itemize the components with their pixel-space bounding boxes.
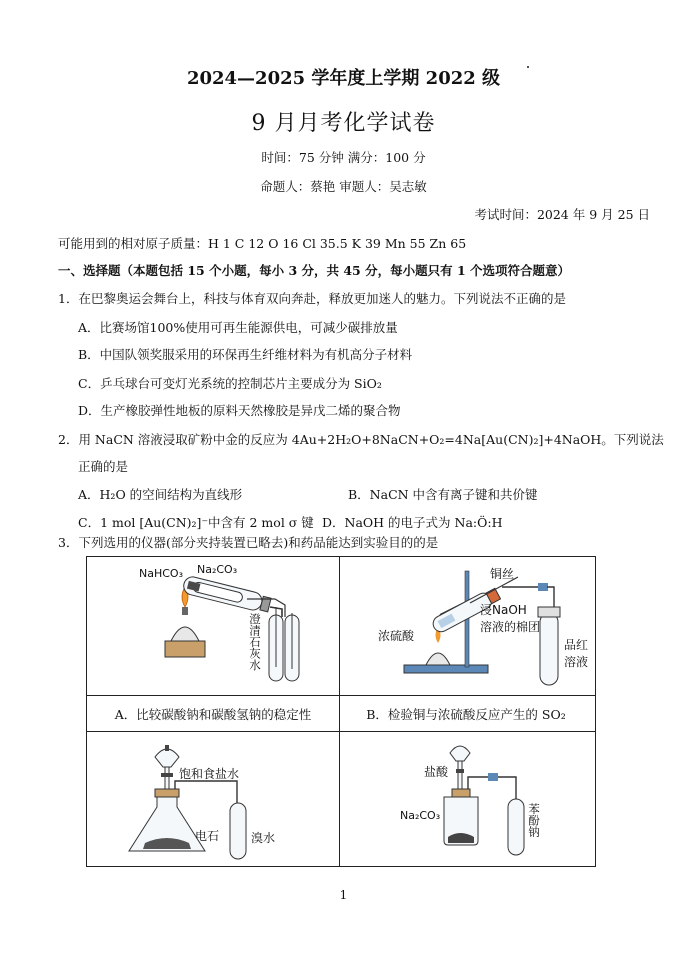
q3-stem: 3．下列选用的仪器(部分夹持装置已略去)和药品能达到实验目的的是 <box>58 535 439 550</box>
label-sodium-phenolate: 苯酚钠 <box>527 803 541 838</box>
label-bromine-water: 溴水 <box>251 831 276 845</box>
time-info: 时间：75 分钟 满分：100 分 <box>261 150 426 165</box>
label-nahco3: NaHCO₃ <box>139 567 183 580</box>
label-copper-wire: 铜丝 <box>490 567 515 581</box>
q1-option-a: A．比赛场馆100%使用可再生能源供电，可减少碳排放量 <box>78 320 398 335</box>
label-naoh-cotton-line-2: 溶液的棉团 <box>480 620 541 634</box>
caption-b: B．检验铜与浓硫酸反应产生的 SO₂ <box>366 707 566 722</box>
label-conc-sulfuric-acid: 浓硫酸 <box>378 629 415 643</box>
q1-stem: 1．在巴黎奥运会舞台上，科技与体育双向奔赴，释放更加迷人的魅力。下列说法不正确的是 <box>58 291 566 306</box>
title-line-2: 9 月月考化学试卷 <box>251 111 436 136</box>
q3-figure-table <box>86 556 596 867</box>
label-hydrochloric-acid: 盐酸 <box>424 765 449 779</box>
caption-a: A．比较碳酸钠和碳酸氢钠的稳定性 <box>114 707 312 722</box>
q2-option-d: D．NaOH 的电子式为 Na:Ö:H <box>322 515 503 530</box>
figure-b-apparatus <box>340 557 596 695</box>
label-calcium-carbide: 电石 <box>195 829 220 843</box>
q1-option-b: B．中国队领奖服采用的环保再生纤维材料为有机高分子材料 <box>78 347 413 362</box>
figure-a <box>87 557 339 695</box>
label-na2co3-d: Na₂CO₃ <box>400 809 441 822</box>
figure-a-apparatus <box>87 557 339 695</box>
figure-d-apparatus <box>340 733 596 867</box>
q2-option-c: C．1 mol [Au(CN)₂]⁻中含有 2 mol σ 键 <box>78 515 314 530</box>
figure-c <box>87 733 339 867</box>
q1-option-c: C．乒乓球台可变灯光系统的控制芯片主要成分为 SiO₂ <box>78 376 382 391</box>
q2-option-a: A．H₂O 的空间结构为直线形 <box>78 487 243 502</box>
title-line-1: 2024—2025 学年度上学期 2022 级 <box>186 68 501 89</box>
figure-c-apparatus <box>87 733 339 867</box>
authors: 命题人：蔡艳 审题人：吴志敏 <box>260 179 427 194</box>
atomic-masses: 可能用到的相对原子质量：H 1 C 12 O 16 Cl 35.5 K 39 Mn 55 Zn 65 <box>58 236 467 251</box>
q2-stem-line-2: 正确的是 <box>78 459 129 474</box>
label-magenta-solution: 品红溶液 <box>564 638 589 669</box>
label-limewater: 澄清石灰水 <box>248 613 262 671</box>
exam-date: 考试时间：2024 年 9 月 25 日 <box>474 207 650 222</box>
label-naoh-cotton-line-1: 浸NaOH <box>480 603 527 617</box>
figure-d <box>340 733 596 867</box>
section-1-title: 一、选择题（本题包括 15 个小题，每小 3 分，共 45 分，每小题只有 1 个选项符合题意） <box>58 263 571 278</box>
table-divider-1 <box>87 695 595 696</box>
q2-stem-line-1: 2．用 NaCN 溶液浸取矿粉中金的反应为 4Au+2H₂O+8NaCN+O₂=4Na[Au(CN)₂]+4NaOH。下列说法 <box>58 432 664 447</box>
page-number: 1 <box>339 888 348 902</box>
label-na2co3: Na₂CO₃ <box>197 563 238 576</box>
label-saturated-brine: 饱和食盐水 <box>179 767 240 781</box>
q1-option-d: D．生产橡胶弹性地板的原料天然橡胶是异戊二烯的聚合物 <box>78 403 401 418</box>
figure-b <box>340 557 596 695</box>
q2-option-b: B．NaCN 中含有离子键和共价键 <box>348 487 538 502</box>
